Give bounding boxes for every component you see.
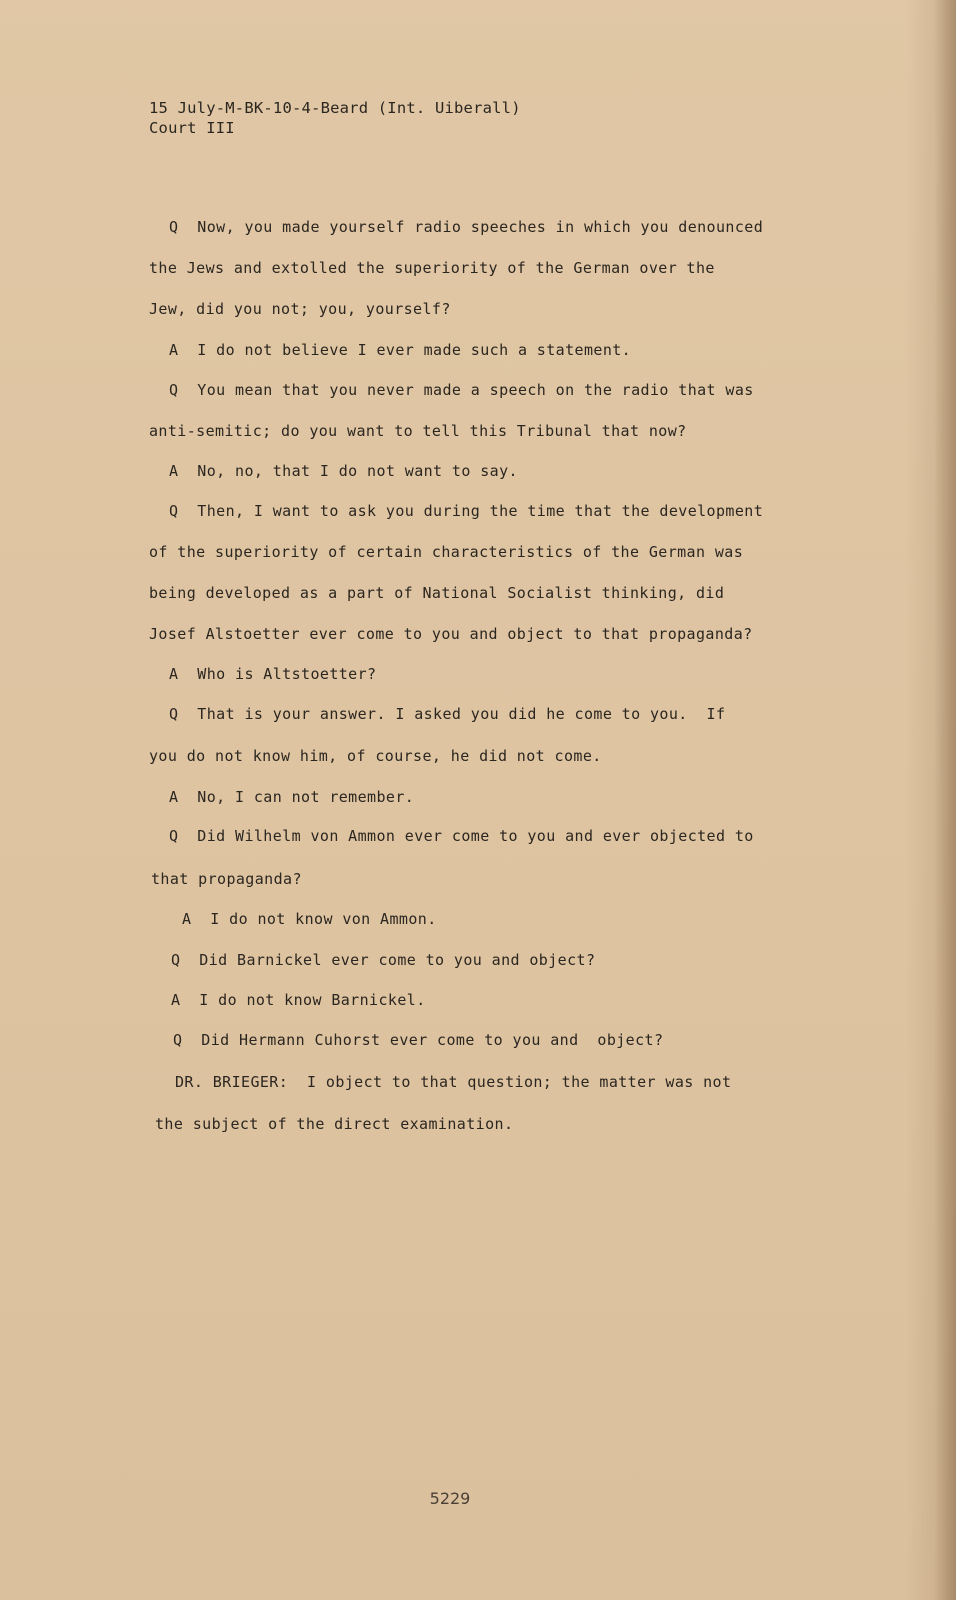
transcript-line: DR. BRIEGER: I object to that question; the matter was not xyxy=(175,1073,732,1091)
transcript-line: of the superiority of certain characteristics of the German was xyxy=(149,543,744,561)
transcript-line: that propaganda? xyxy=(151,870,302,888)
document-header xyxy=(149,98,521,138)
transcript-line: Jew, did you not; you, yourself? xyxy=(149,300,451,318)
transcript-line: Q Now, you made yourself radio speeches in which you denounced xyxy=(169,218,764,236)
page-edge-shadow xyxy=(934,0,956,1600)
transcript-line: A No, no, that I do not want to say. xyxy=(169,462,518,480)
transcript-line: A I do not know von Ammon. xyxy=(182,910,437,928)
transcript-line: A I do not believe I ever made such a statement. xyxy=(169,341,632,359)
header-session-line: 15 July-M-BK-10-4-Beard (Int. Uiberall) xyxy=(149,99,521,117)
transcript-line: A No, I can not remember. xyxy=(169,788,415,806)
transcript-line: you do not know him, of course, he did not come. xyxy=(149,747,602,765)
transcript-line: Q Did Wilhelm von Ammon ever come to you and ever objected to xyxy=(169,827,754,845)
transcript-line: Josef Alstoetter ever come to you and object to that propaganda? xyxy=(149,625,753,643)
transcript-line: Q Did Barnickel ever come to you and object? xyxy=(171,951,596,969)
transcript-line: Q Then, I want to ask you during the time that the development xyxy=(169,502,764,520)
page-number: 5229 xyxy=(429,1489,471,1508)
transcript-line: anti-semitic; do you want to tell this Tribunal that now? xyxy=(149,422,687,440)
transcript-line: Q You mean that you never made a speech on the radio that was xyxy=(169,381,754,399)
transcript-line: Q Did Hermann Cuhorst ever come to you and object? xyxy=(173,1031,664,1049)
transcript-line: A Who is Altstoetter? xyxy=(169,665,377,683)
transcript-line: A I do not know Barnickel. xyxy=(171,991,426,1009)
transcript-line: being developed as a part of National Socialist thinking, did xyxy=(149,584,725,602)
transcript-line: Q That is your answer. I asked you did he come to you. If xyxy=(169,705,726,723)
transcript-line: the Jews and extolled the superiority of the German over the xyxy=(149,259,715,277)
header-court-line: Court III xyxy=(149,119,235,137)
transcript-line: the subject of the direct examination. xyxy=(155,1115,514,1133)
